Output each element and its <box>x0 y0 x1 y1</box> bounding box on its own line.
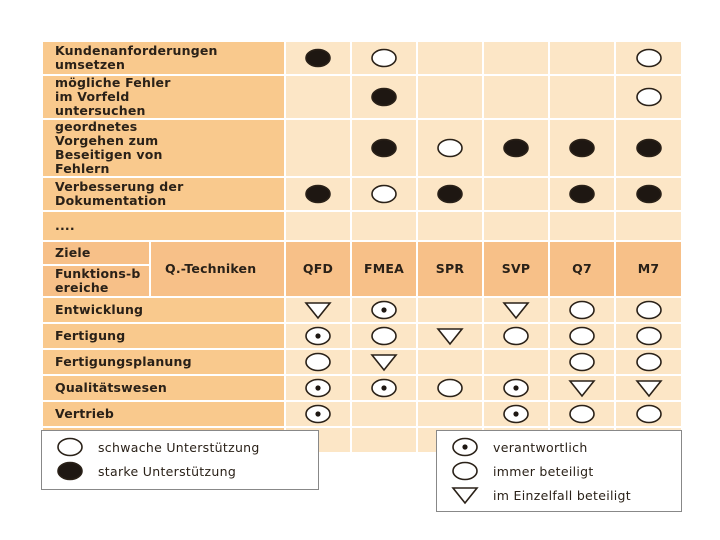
goal-cell-svp <box>483 41 549 75</box>
open-circle-icon <box>370 184 398 204</box>
function-cell-m7 <box>615 375 682 401</box>
filled-circle-icon <box>370 138 398 158</box>
dotted-circle-icon <box>451 437 479 457</box>
triangle-icon <box>370 352 398 372</box>
function-row <box>42 401 682 427</box>
goal-row-label: .... <box>42 211 285 241</box>
goal-cell-m7 <box>615 41 682 75</box>
function-cell-m7 <box>615 297 682 323</box>
goal-row <box>42 41 682 75</box>
dotted-circle-icon <box>502 378 530 398</box>
goal-cell-spr <box>417 41 483 75</box>
filled-circle-icon <box>568 184 596 204</box>
function-cell-qfd <box>285 375 351 401</box>
function-cell-svp <box>483 349 549 375</box>
function-cell-fmea <box>351 401 417 427</box>
legend-involvement <box>436 430 682 512</box>
header-col-spr: SPR <box>417 241 483 297</box>
triangle-icon <box>568 378 596 398</box>
goals-section <box>42 41 682 241</box>
goal-row-label: mögliche Fehler im Vorfeld untersuchen <box>42 75 285 119</box>
function-cell-m7 <box>615 349 682 375</box>
header-col-qfd: QFD <box>285 241 351 297</box>
function-cell-spr <box>417 323 483 349</box>
function-cell-m7 <box>615 401 682 427</box>
open-circle-icon <box>370 48 398 68</box>
legend-text: im Einzelfall beteiligt <box>493 487 631 503</box>
goal-cell-qfd <box>285 177 351 211</box>
open-circle-icon <box>568 404 596 424</box>
goal-cell-m7 <box>615 75 682 119</box>
goal-cell-q7 <box>549 41 615 75</box>
header-row-ziele <box>42 241 682 265</box>
goal-cell-svp <box>483 211 549 241</box>
open-circle-icon <box>635 300 663 320</box>
triangle-icon <box>304 300 332 320</box>
open-circle-icon <box>436 378 464 398</box>
function-cell-q7 <box>549 349 615 375</box>
function-cell-q7 <box>549 375 615 401</box>
dotted-circle-icon <box>502 404 530 424</box>
legend-item <box>451 436 588 458</box>
goal-cell-m7 <box>615 211 682 241</box>
open-circle-icon <box>502 326 530 346</box>
goal-cell-q7 <box>549 119 615 177</box>
goal-cell-m7 <box>615 177 682 211</box>
header-ziele: Ziele <box>42 241 150 265</box>
function-row-label: Vertrieb <box>42 401 285 427</box>
legend-text: immer beteiligt <box>493 463 594 479</box>
goal-cell-fmea <box>351 119 417 177</box>
goal-cell-qfd <box>285 41 351 75</box>
function-cell-qfd <box>285 297 351 323</box>
filled-circle-icon <box>436 184 464 204</box>
legend-text: schwache Unterstützung <box>98 439 260 455</box>
function-row <box>42 375 682 401</box>
filled-circle-icon <box>502 138 530 158</box>
goal-cell-qfd <box>285 211 351 241</box>
header-col-svp: SVP <box>483 241 549 297</box>
function-cell-svp <box>483 401 549 427</box>
function-cell-svp <box>483 297 549 323</box>
dotted-circle-icon <box>304 404 332 424</box>
triangle-icon <box>502 300 530 320</box>
filled-circle-icon <box>304 48 332 68</box>
legend-item <box>56 436 260 458</box>
goal-cell-m7 <box>615 119 682 177</box>
function-row <box>42 297 682 323</box>
legend-support <box>41 430 319 490</box>
function-row-label: Fertigung <box>42 323 285 349</box>
filled-circle-icon <box>56 461 84 481</box>
goal-cell-fmea <box>351 41 417 75</box>
dotted-circle-icon <box>304 378 332 398</box>
filled-circle-icon <box>568 138 596 158</box>
function-cell-spr <box>417 375 483 401</box>
open-circle-icon <box>635 87 663 107</box>
filled-circle-icon <box>370 87 398 107</box>
header-funktionsbereiche: Funktions-bereiche <box>42 265 150 297</box>
goal-row <box>42 211 682 241</box>
open-circle-icon <box>304 352 332 372</box>
open-circle-icon <box>635 48 663 68</box>
dotted-circle-icon <box>304 326 332 346</box>
legend-text: starke Unterstützung <box>98 463 237 479</box>
function-row <box>42 349 682 375</box>
header-col-m7: M7 <box>615 241 682 297</box>
function-cell-qfd <box>285 401 351 427</box>
filled-circle-icon <box>635 138 663 158</box>
function-cell-svp <box>483 375 549 401</box>
goal-cell-fmea <box>351 211 417 241</box>
function-cell-qfd <box>285 323 351 349</box>
goal-cell-q7 <box>549 75 615 119</box>
legend-item <box>451 460 594 482</box>
open-circle-icon <box>568 326 596 346</box>
function-cell-m7 <box>615 323 682 349</box>
triangle-icon <box>436 326 464 346</box>
header-col-fmea: FMEA <box>351 241 417 297</box>
goal-row-label: geordnetes Vorgehen zum Beseitigen von Fehlern <box>42 119 285 177</box>
header-techniken: Q.-Techniken <box>150 241 285 297</box>
open-circle-icon <box>568 300 596 320</box>
filled-circle-icon <box>635 184 663 204</box>
open-circle-icon <box>56 437 84 457</box>
function-cell-spr <box>417 349 483 375</box>
function-row-label: Qualitätswesen <box>42 375 285 401</box>
legend-text: verantwortlich <box>493 439 588 455</box>
function-cell-q7 <box>549 401 615 427</box>
goal-cell-spr <box>417 119 483 177</box>
goal-cell-spr <box>417 177 483 211</box>
function-cell-fmea <box>351 427 417 453</box>
function-cell-fmea <box>351 323 417 349</box>
goal-cell-svp <box>483 119 549 177</box>
triangle-icon <box>451 485 479 505</box>
goal-cell-qfd <box>285 119 351 177</box>
open-circle-icon <box>436 138 464 158</box>
function-cell-fmea <box>351 375 417 401</box>
function-row <box>42 323 682 349</box>
dotted-circle-icon <box>370 378 398 398</box>
function-cell-spr <box>417 297 483 323</box>
function-cell-q7 <box>549 323 615 349</box>
goal-cell-spr <box>417 211 483 241</box>
goal-row <box>42 75 682 119</box>
filled-circle-icon <box>304 184 332 204</box>
function-row-label: Entwicklung <box>42 297 285 323</box>
legend-item <box>451 484 631 506</box>
goal-cell-q7 <box>549 211 615 241</box>
open-circle-icon <box>451 461 479 481</box>
goal-cell-q7 <box>549 177 615 211</box>
function-cell-qfd <box>285 349 351 375</box>
goal-cell-svp <box>483 177 549 211</box>
goal-row <box>42 177 682 211</box>
goal-cell-fmea <box>351 75 417 119</box>
function-cell-q7 <box>549 297 615 323</box>
header-section <box>42 241 682 297</box>
goal-row <box>42 119 682 177</box>
goal-row-label: Kundenanforderungen umsetzen <box>42 41 285 75</box>
q-techniques-matrix <box>41 40 683 454</box>
function-row-label: Fertigungsplanung <box>42 349 285 375</box>
open-circle-icon <box>635 326 663 346</box>
open-circle-icon <box>635 352 663 372</box>
function-cell-spr <box>417 401 483 427</box>
goal-cell-svp <box>483 75 549 119</box>
triangle-icon <box>635 378 663 398</box>
goal-row-label: Verbesserung der Dokumentation <box>42 177 285 211</box>
goal-cell-qfd <box>285 75 351 119</box>
goal-cell-fmea <box>351 177 417 211</box>
dotted-circle-icon <box>370 300 398 320</box>
function-cell-fmea <box>351 349 417 375</box>
open-circle-icon <box>635 404 663 424</box>
open-circle-icon <box>370 326 398 346</box>
function-cell-svp <box>483 323 549 349</box>
function-cell-fmea <box>351 297 417 323</box>
goal-cell-spr <box>417 75 483 119</box>
header-col-q7: Q7 <box>549 241 615 297</box>
legend-item <box>56 460 236 482</box>
open-circle-icon <box>568 352 596 372</box>
